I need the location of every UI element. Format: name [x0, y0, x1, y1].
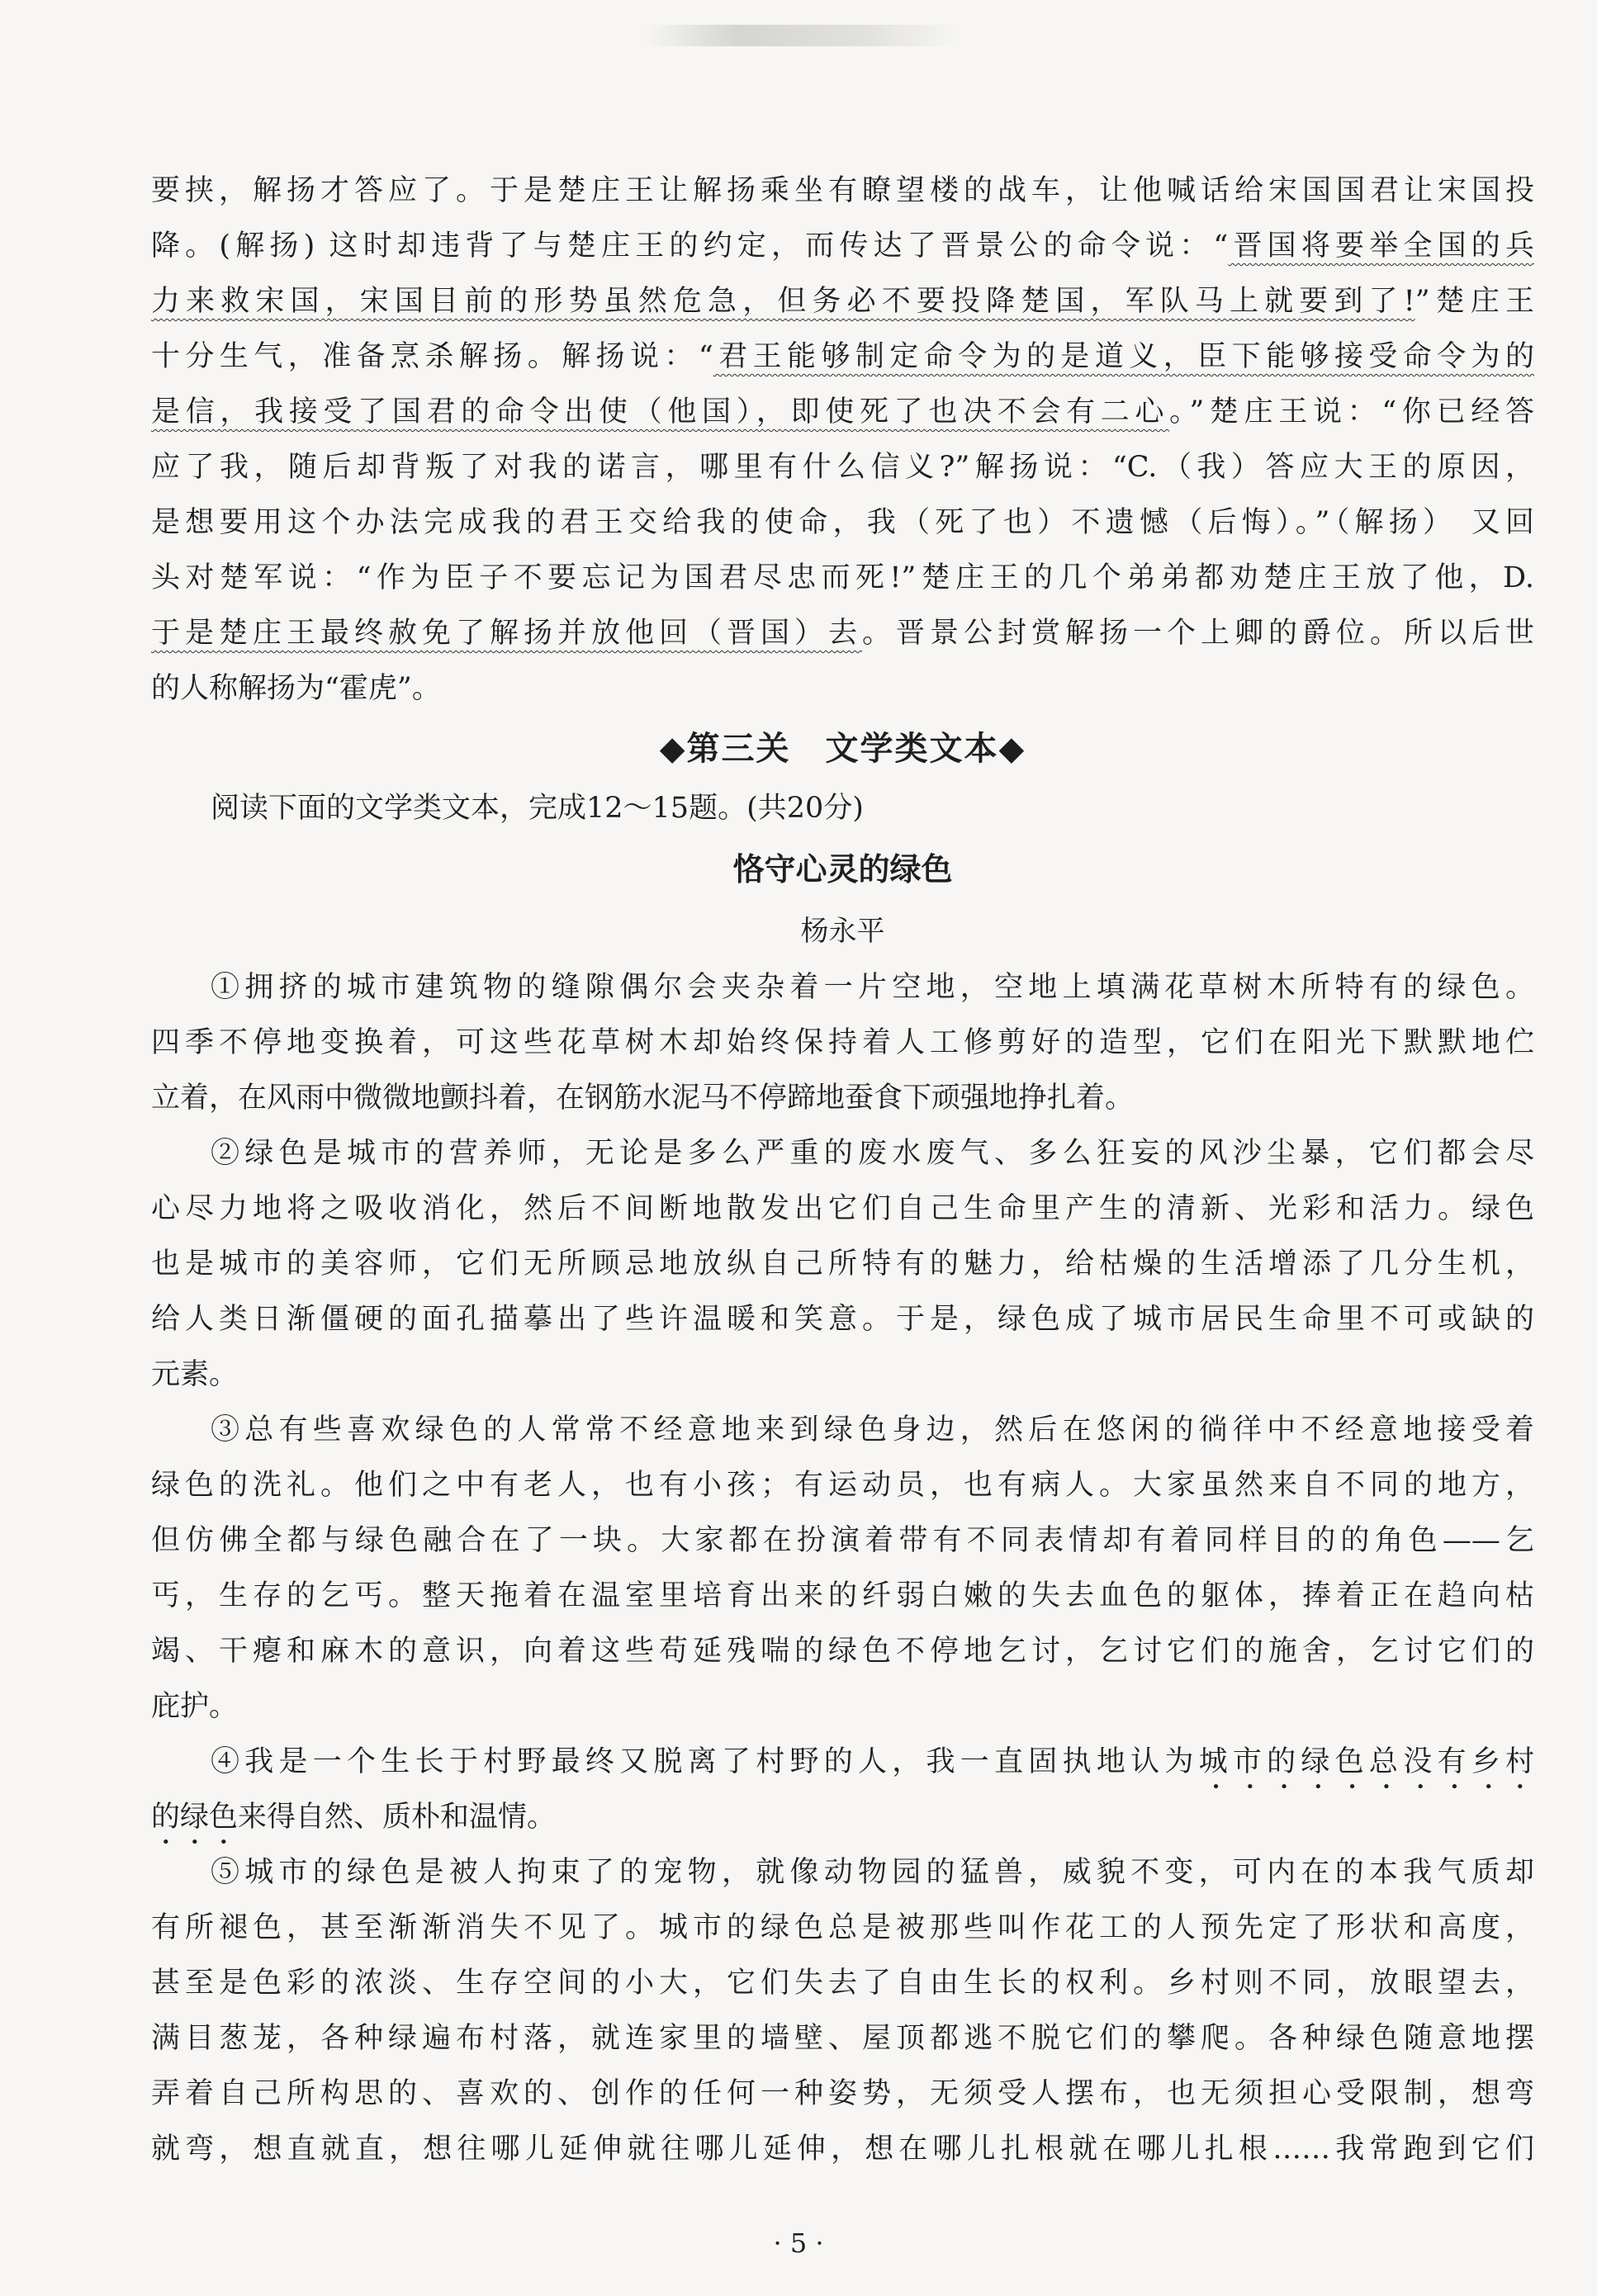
passage-line: 降。(解扬) 这时却违背了与楚庄王的约定，而传达了晋景公的命令说：“晋国将要举全国的兵	[151, 230, 1534, 263]
passage-line: 力来救宋国，宋国目前的形势虽然危急，但务必不要投降楚国，军队马上就要到了!”楚庄王	[151, 285, 1534, 318]
emphasized-text: 城市的绿色总没有乡村	[1198, 1745, 1534, 1778]
passage-line: 要挟，解扬才答应了。于是楚庄王让解扬乘坐有瞭望楼的战车，让他喊话给宋国国君让宋国投	[151, 174, 1534, 207]
paragraph-line: 的绿色来得自然、质朴和温情。	[151, 1801, 557, 1834]
paragraph-line: 庇护。	[151, 1690, 239, 1723]
paragraph-line: 竭、干瘪和麻木的意识，向着这些苟延残喘的绿色不停地乞讨，乞讨它们的施舍，乞讨它们的	[151, 1635, 1534, 1668]
paragraph-line: 给人类日渐僵硬的面孔描摹出了些许温暖和笑意。于是，绿色成了城市居民生命里不可或缺的	[151, 1303, 1534, 1336]
page-content	[151, 163, 1534, 2177]
emphasized-text: 的绿色	[151, 1801, 239, 1834]
article-title: 恪守心灵的绿色	[732, 851, 953, 888]
paragraph-4	[151, 1735, 1534, 1845]
paragraph-line: ②绿色是城市的营养师，无论是多么严重的废水废气、多么狂妄的风沙尘暴，它们都会尽	[211, 1137, 1534, 1170]
paragraph-1	[151, 960, 1534, 1126]
paragraph-line: 满目葱茏，各种绿遍布村落，就连家里的墙壁、屋顶都逃不脱它们的攀爬。各种绿色随意地摆	[151, 2022, 1534, 2055]
paragraph-line: ⑤城市的绿色是被人拘束了的宠物，就像动物园的猛兽，威貌不变，可内在的本我气质却	[211, 1856, 1534, 1889]
passage-line: 是信，我接受了国君的命令出使（他国），即使死了也决不会有二心。”楚庄王说：“你已经答	[151, 395, 1534, 428]
paragraph-line: 也是城市的美容师，它们无所顾忌地放纵自己所特有的魅力，给枯燥的生活增添了几分生机，	[151, 1247, 1534, 1281]
underlined-text: 是信，我接受了国君的命令出使（他国），即使死了也决不会有二心	[151, 395, 1170, 428]
paragraph-line: 四季不停地变换着，可这些花草树木却始终保持着人工修剪好的造型，它们在阳光下默默地伫	[151, 1026, 1534, 1059]
passage-line: 十分生气，准备烹杀解扬。解扬说：“君王能够制定命令为的是道义，臣下能够接受命令为的	[151, 340, 1534, 373]
section-title: ◆第三关 文学类文本◆	[659, 730, 1026, 768]
passage-line: 应了我，随后却背叛了对我的诺言，哪里有什么信义?”解扬说：“C.（我）答应大王的原因，	[151, 451, 1534, 484]
page-number: · 5 ·	[773, 2227, 824, 2259]
paragraph-2	[151, 1126, 1534, 1403]
paragraph-line: ③总有些喜欢绿色的人常常不经意地来到绿色身边，然后在悠闲的徜徉中不经意地接受着	[211, 1413, 1534, 1446]
passage-line: 头对楚军说：“作为臣子不要忘记为国君尽忠而死!”楚庄王的几个弟弟都劝楚庄王放了他，D.	[151, 561, 1534, 594]
scan-smudge	[644, 25, 958, 46]
paragraph-3	[151, 1403, 1534, 1735]
paragraph-line: 但仿佛全都与绿色融合在了一块。大家都在扮演着带有不同表情却有着同样目的的角色——乞	[151, 1524, 1534, 1557]
paragraph-line: ①拥挤的城市建筑物的缝隙偶尔会夹杂着一片空地，空地上填满花草树木所特有的绿色。	[211, 971, 1534, 1004]
paragraph-line: 心尽力地将之吸收消化，然后不间断地散发出它们自己生命里产生的清新、光彩和活力。绿色	[151, 1192, 1534, 1225]
paragraph-line: 有所褪色，甚至渐渐消失不见了。城市的绿色总是被那些叫作花工的人预先定了形状和高度，	[151, 1911, 1534, 1944]
section-instruction: 阅读下面的文学类文本，完成12～15题。(共20分)	[211, 792, 864, 825]
paragraph-line: 丐，生存的乞丐。整天拖着在温室里培育出来的纤弱白嫩的失去血色的躯体，捧着正在趋向枯	[151, 1579, 1534, 1612]
article-author: 杨永平	[800, 915, 885, 948]
paragraph-line: 绿色的洗礼。他们之中有老人，也有小孩；有运动员，也有病人。大家虽然来自不同的地方，	[151, 1469, 1534, 1502]
paragraph-line: 立着，在风雨中微微地颤抖着，在钢筋水泥马不停蹄地蚕食下顽强地挣扎着。	[151, 1082, 1135, 1115]
paragraph-5	[151, 1845, 1534, 2177]
underlined-text: 力来救宋国，宋国目前的形势虽然危急，但务必不要投降楚国，军队马上就要到了!	[151, 285, 1415, 318]
underlined-text: 晋国将要举全国的兵	[1228, 230, 1534, 263]
underlined-text: 君王能够制定命令为的是道义，臣下能够接受命令为的	[713, 340, 1534, 373]
passage-line: 于是楚庄王最终赦免了解扬并放他回（晋国）去。晋景公封赏解扬一个上卿的爵位。所以后世	[151, 617, 1534, 650]
underlined-text: 于是楚庄王最终赦免了解扬并放他回（晋国）去	[151, 617, 862, 650]
paragraph-line: 就弯，想直就直，想往哪儿延伸就往哪儿延伸，想在哪儿扎根就在哪儿扎根……我常跑到它们	[151, 2133, 1534, 2166]
paragraph-line: 甚至是色彩的浓淡、生存空间的小大，它们失去了自由生长的权利。乡村则不同，放眼望去，	[151, 1967, 1534, 2000]
paragraph-line: ④我是一个生长于村野最终又脱离了村野的人，我一直固执地认为城市的绿色总没有乡村	[211, 1745, 1534, 1778]
passage-line: 的人称解扬为“霍虎”。	[151, 672, 441, 705]
top-passage	[151, 163, 1534, 717]
paragraph-line: 元素。	[151, 1358, 239, 1391]
passage-line: 是想要用这个办法完成我的君王交给我的使命，我（死了也）不遗憾（后悔）。”（解扬） 又回	[151, 506, 1534, 539]
paragraph-line: 弄着自己所构思的、喜欢的、创作的任何一种姿势，无须受人摆布，也无须担心受限制，想弯	[151, 2077, 1534, 2110]
